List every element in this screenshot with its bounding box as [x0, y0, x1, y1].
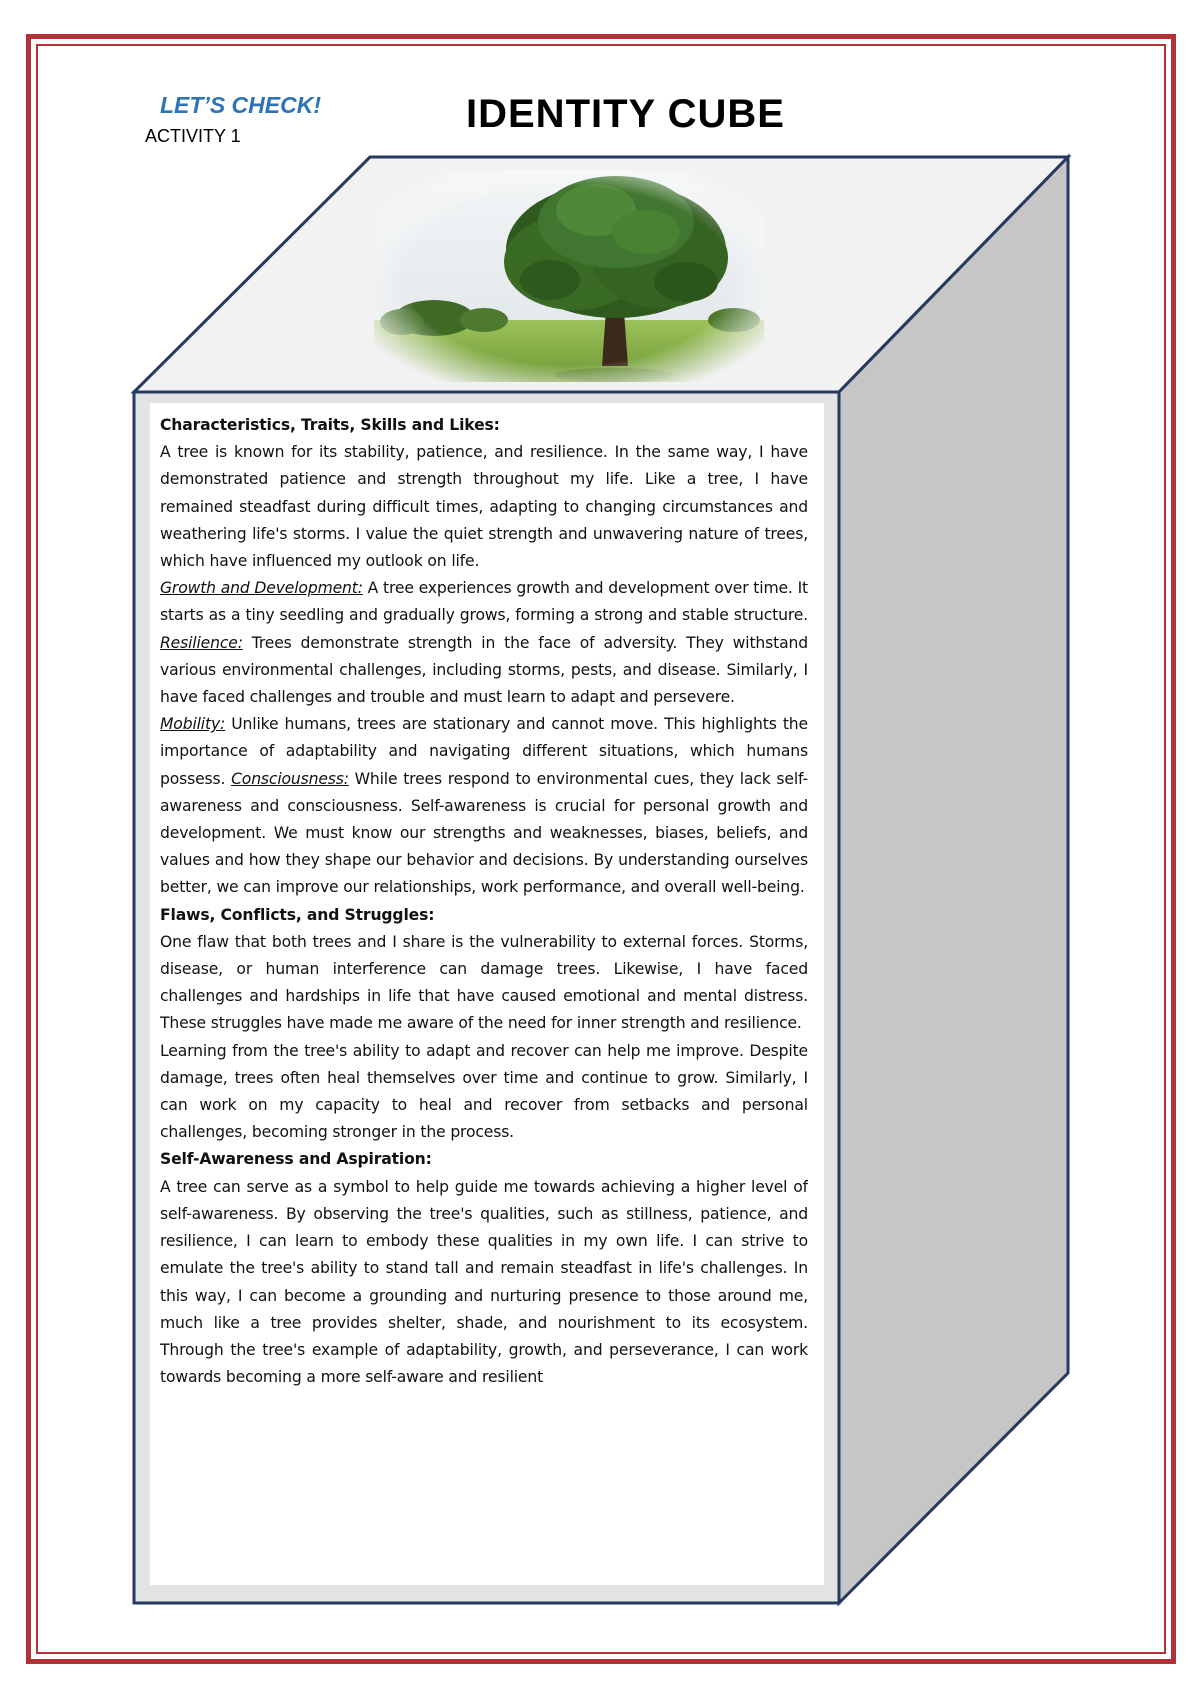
growth-label: Growth and Development:	[160, 579, 363, 598]
mobility-label: Mobility:	[160, 715, 226, 734]
growth-text: A tree experiences growth and development over time. It starts as a tiny seedling and gradually grows, forming a strong and stable structure.	[160, 579, 808, 625]
cube-side-face	[839, 157, 1068, 1603]
characteristics-heading: Characteristics, Traits, Skills and Likes:	[160, 416, 500, 434]
flaws-paragraph-2: Learning from the tree's ability to adapt and recover can help me improve. Despite damage, trees often heal themselves over time and continue to grow. Similarly, I can work on my capacity to heal and recover from setbacks and personal challenges, becoming stronger in the process.	[160, 1041, 808, 1142]
characteristics-paragraph: A tree is known for its stability, patience, and resilience. In the same way, I have demonstrated patience and strength throughout my life. Like a tree, I have remained steadfast during difficult times, adapting to changing circumstances and weathering life's storms. I value the quiet strength and unwavering nature of trees, which have influenced my outlook on life.	[160, 443, 808, 571]
tree-icon	[374, 170, 764, 382]
awareness-paragraph: A tree can serve as a symbol to help guide me towards achieving a higher level of self-awareness. By observing the tree's qualities, such as stillness, patience, and resilience, I can learn to embody these qualities in my own life. I can strive to emulate the tree's ability to stand tall and remain steadfast in life's challenges. In this way, I can become a grounding and nurturing presence to those around me, much like a tree provides shelter, shade, and nourishment to its ecosystem. Through the tree's example of adaptability, growth, and perseverance, I can work towards becoming a more self-aware and resilient	[160, 1177, 808, 1387]
cube-text-content	[160, 412, 808, 1580]
flaws-heading: Flaws, Conflicts, and Struggles:	[160, 905, 435, 924]
activity-label: ACTIVITY 1	[145, 126, 241, 146]
awareness-heading: Self-Awareness and Aspiration:	[160, 1150, 432, 1169]
consciousness-text: While trees respond to environmental cues, they lack self-awareness and consciousness. Self-awareness is crucial for personal growth and development. We must know our strengths and weaknesses, biases, beliefs, and values and how they shape our behavior and decisions. By understanding ourselves better, we can improve our relationships, work performance, and overall well-being.	[160, 769, 808, 897]
lets-check-label: LET’S CHECK!	[160, 92, 321, 118]
tree-image	[374, 170, 764, 382]
flaws-paragraph-1: One flaw that both trees and I share is the vulnerability to external forces. Storms, disease, or human interference can damage trees. Likewise, I have faced challenges and hardships in life that have caused emotional and mental distress. These struggles have made me aware of the need for inner strength and resilience.	[160, 932, 808, 1033]
resilience-label: Resilience:	[160, 633, 243, 652]
consciousness-label: Consciousness:	[231, 769, 349, 788]
resilience-text: Trees demonstrate strength in the face of adversity. They withstand various environmental challenges, including storms, pests, and disease. Similarly, I have faced challenges and trouble and must learn to adapt and persevere.	[160, 633, 808, 707]
mobility-paragraph	[160, 711, 808, 901]
mobility-text: Unlike humans, trees are stationary and cannot move. This highlights the importance of adaptability and navigating different situations, which humans possess.	[160, 715, 808, 788]
page-title: IDENTITY CUBE	[466, 92, 785, 136]
growth-paragraph	[160, 575, 808, 711]
